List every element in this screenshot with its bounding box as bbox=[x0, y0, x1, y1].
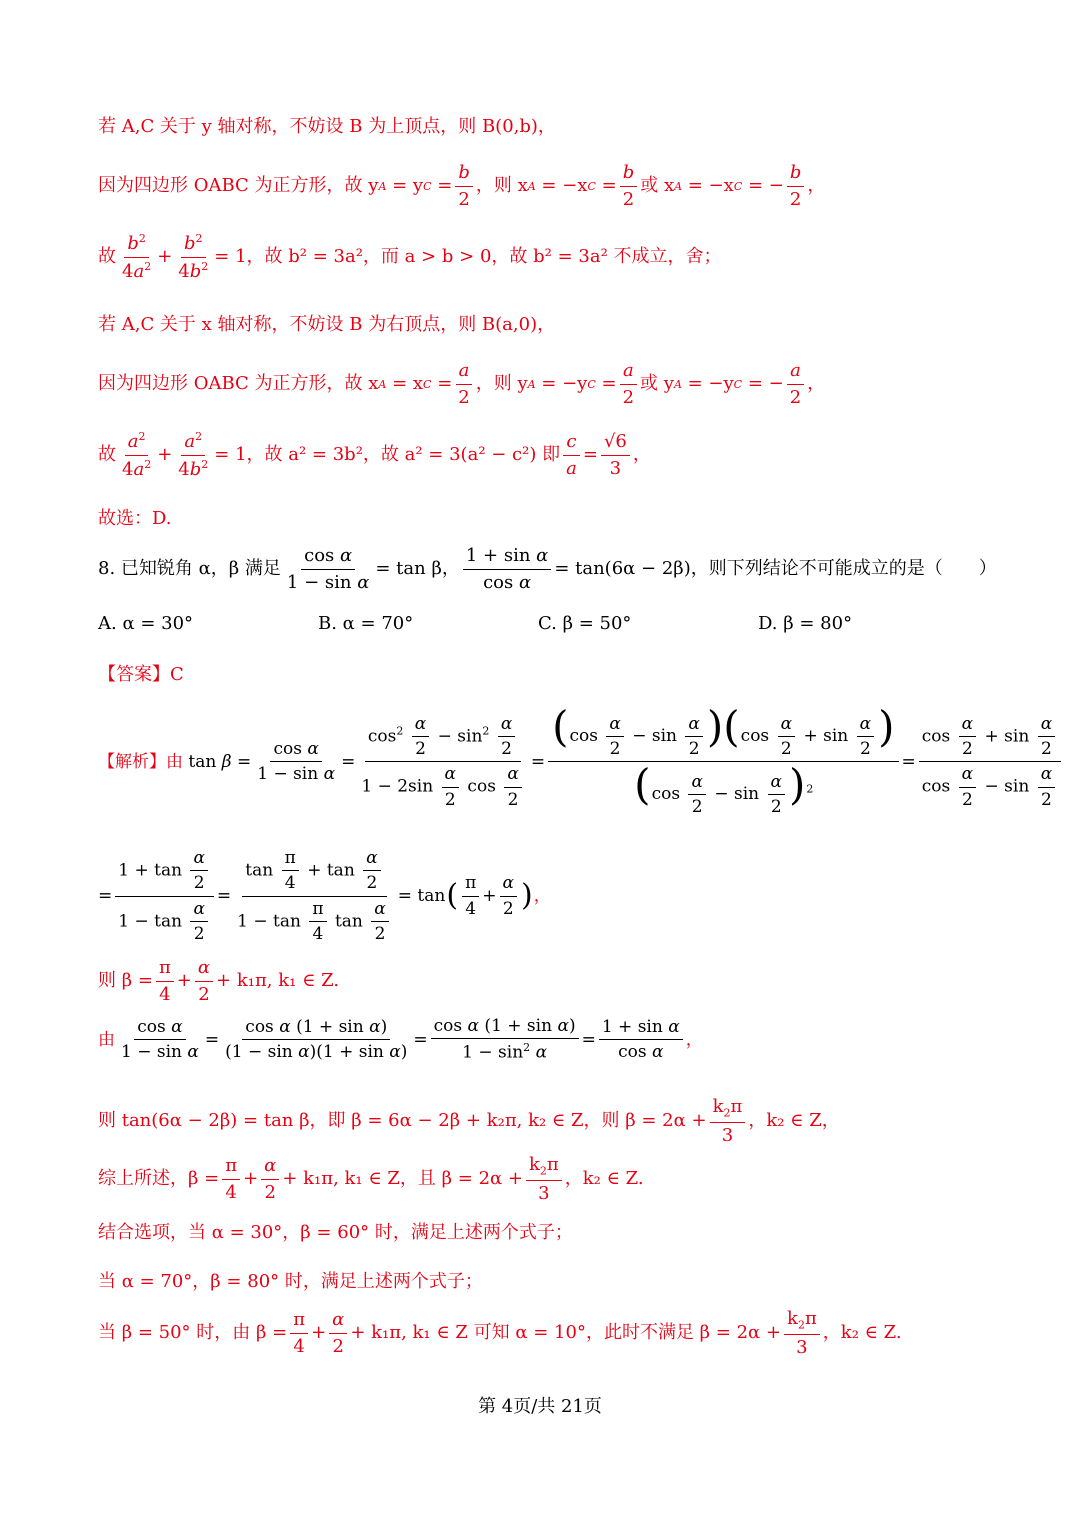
text: 当 α = 70°，β = 80° 时，满足上述两个式子； bbox=[98, 1271, 483, 1292]
ellipse-equation-y: 故 $\frac{b^2}{4a^2}$ + $\frac{b^2}{4b^2}$ = 1 ，故 b² = 3a²，而 a > b > 0，故 b² = 3a² 不成立，舍； bbox=[98, 232, 722, 282]
option-c: C. β = 50° bbox=[538, 613, 632, 634]
text: 由 bbox=[98, 1029, 115, 1050]
text: 因为四边形 OABC 为正方形，故 x bbox=[98, 373, 379, 395]
analysis-label: 【解析】 bbox=[98, 751, 166, 772]
text: 故 bbox=[98, 444, 116, 466]
text: ，则 x bbox=[475, 175, 528, 197]
text: ，k₂ ∈ Z. bbox=[564, 1168, 644, 1190]
text: 结合选项，当 α = 30°，β = 60° 时，满足上述两个式子； bbox=[98, 1222, 573, 1243]
text: + k₁π, k₁ ∈ Z 可知 α = 10°，此时不满足 β = 2α + bbox=[350, 1322, 782, 1344]
text: 若 A,C 关于 y 轴对称，不妨设 B 为上顶点，则 B(0,b)， bbox=[98, 116, 556, 137]
text: 若 A,C 关于 x 轴对称，不妨设 B 为右顶点，则 B(a,0)， bbox=[98, 314, 556, 335]
option-d: D. β = 80° bbox=[758, 613, 853, 634]
text: 故 bbox=[98, 246, 116, 268]
text: 或 x bbox=[640, 175, 675, 197]
text: 或 y bbox=[640, 373, 674, 395]
text: ，则 y bbox=[475, 373, 528, 395]
text: = tan β， bbox=[375, 558, 460, 580]
text: ，k₂ ∈ Z， bbox=[748, 1110, 840, 1132]
square-condition-x: 因为四边形 OABC 为正方形，故 x A = x C = $\frac{a}{2}$ ，则 y A = −y C = $\frac{a}{2}$ 或 y A = −y C = − $\frac{a}{2}$ ， bbox=[98, 360, 826, 408]
text: 8. 已知锐角 α，β 满足 bbox=[98, 558, 281, 580]
text: 故选：D. bbox=[98, 508, 172, 529]
analysis-derivation-2: = 1 + tan $\frac{\alpha}{2}$ 1 − tan $\frac{\alpha}{2}$ = tan $\frac{\pi}{4}$ + tan $\frac{\alpha}{2}$ 1 − tan $\frac{\pi}{4}$ tan $\frac{\alpha}{2}$ = tan ( $\frac{\pi}{4}$ + $\frac{\alpha}{2}$ ) ， bbox=[98, 848, 551, 945]
beta-general-1: 则 β = $\frac{\pi}{4}$ + $\frac{\alpha}{2}$ + k₁π, k₁ ∈ Z. bbox=[98, 957, 340, 1005]
square-condition-y: 因为四边形 OABC 为正方形，故 y A = y C = $\frac{b}{2}$ ，则 x A = −x C = $\frac{b}{2}$ 或 x A = −x C = − $\frac{b}{2}$ ， bbox=[98, 162, 826, 210]
ellipse-equation-x: 故 $\frac{a^2}{4a^2}$ + $\frac{a^2}{4b^2}$ = 1 ，故 a² = 3b²，故 a² = 3(a² − c²) 即 $\frac{c}{a}$ = $\frac{√6}{3}$ ， bbox=[98, 430, 651, 480]
options-row bbox=[98, 613, 1040, 635]
beta-general-2: 则 tan(6α − 2β) = tan β，即 β = 6α − 2β + k₂π, k₂ ∈ Z，则 β = 2α + $\frac{k_2\pi}{3}$ ，k₂ ∈ Z， bbox=[98, 1096, 840, 1146]
case-x-axis-symmetric bbox=[98, 314, 1040, 336]
analysis-derivation-3: 由 $\frac{\text{cos α}}{\text{1 − sin α}}$ = $\frac{\text{cos α (1 + sin α)}}{\text{(1 − sin α)(1 + sin α)}}$ = $\frac{\text{cos α (1 + sin α)}}{1 - \sin^2 \alpha}$ = $\frac{\text{1 + sin α}}{\text{cos α}}$ ， bbox=[98, 1016, 703, 1064]
check-option-c: 当 β = 50° 时，由 β = $\frac{\pi}{4}$ + $\frac{\alpha}{2}$ + k₁π, k₁ ∈ Z 可知 α = 10°，此时不满足 β = 2α + $\frac{k_2\pi}{3}$ ，k₂ ∈ Z. bbox=[98, 1308, 902, 1358]
check-option-b bbox=[98, 1271, 1040, 1293]
text: 因为四边形 OABC 为正方形，故 y bbox=[98, 175, 379, 197]
option-b: B. α = 70° bbox=[318, 613, 414, 634]
check-option-a bbox=[98, 1222, 1040, 1244]
case-y-axis-symmetric bbox=[98, 116, 1040, 138]
choice-conclusion bbox=[98, 508, 1040, 530]
text: 由 bbox=[166, 751, 183, 772]
option-a: A. α = 30° bbox=[98, 613, 194, 634]
summary: 综上所述，β = $\frac{\pi}{4}$ + $\frac{\alpha}{2}$ + k₁π, k₁ ∈ Z，且 β = 2α + $\frac{k_2\pi}{3}$ ，k₂ ∈ Z. bbox=[98, 1154, 644, 1204]
text: 综上所述，β = bbox=[98, 1168, 220, 1190]
answer-text: 【答案】C bbox=[98, 664, 184, 685]
analysis-derivation-1: 【解析】 由 tan β = $\frac{\text{cos α}}{\text{1 − sin α}}$ = $\cos^2$ $\frac{\alpha}{2}$ − $\sin^2$ $\frac{\alpha}{2}$ 1 − 2sin $\frac{\alpha}{2}$ cos $\frac{\alpha}{2}$ = (cos $\frac{\alpha}{2}$ − sin $\frac{\alpha}{2}$ )(cos $\frac{\alpha}{2}$ + sin $\frac{\alpha}{2}$ ) (cos $\frac{\alpha}{2}$ − sin $\frac{\alpha}{2}$ )$^2$ = cos $\frac{\alpha}{2}$ + sin $\frac{\alpha}{2}$ cos $\frac{\alpha}{2}$ − sin $\frac{\alpha}{2}$ bbox=[98, 706, 1040, 818]
text: + k₁π, k₁ ∈ Z. bbox=[216, 970, 340, 992]
text: ，故 b² = 3a²，而 a > b > 0，故 b² = 3a² 不成立，舍； bbox=[246, 246, 722, 268]
text: 则 tan(6α − 2β) = tan β，即 β = 6α − 2β + k₂π, k₂ ∈ Z，则 β = 2α + bbox=[98, 1110, 707, 1132]
text: + k₁π, k₁ ∈ Z，且 β = 2α + bbox=[282, 1168, 523, 1190]
question-8: 8. 已知锐角 α，β 满足 $\frac{\text{cos α}}{\text{1 − sin α}}$ = tan β， $\frac{\text{1 + sin α}}{\text{cos α}}$ = tan(6α − 2β)，则下列结论不可能成立的是（ ） bbox=[98, 545, 997, 593]
answer bbox=[98, 664, 1040, 686]
page-footer: 第 4页/共 21页 bbox=[478, 1396, 602, 1417]
text: = tan(6α − 2β)，则下列结论不可能成立的是（ ） bbox=[554, 558, 997, 580]
text: ，k₂ ∈ Z. bbox=[822, 1322, 902, 1344]
text: ，故 a² = 3b²，故 a² = 3(a² − c²) 即 bbox=[246, 444, 561, 466]
text: 当 β = 50° 时，由 β = bbox=[98, 1322, 288, 1344]
text: 则 β = bbox=[98, 970, 153, 992]
